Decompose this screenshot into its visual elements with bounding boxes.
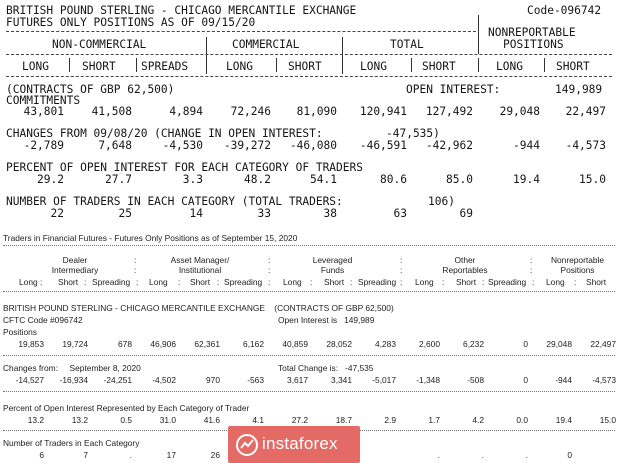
column-divider bbox=[206, 37, 207, 74]
open-interest-value: 149,989 bbox=[555, 83, 603, 96]
separator: : bbox=[532, 277, 535, 287]
changes-cell: -42,962 bbox=[425, 139, 473, 152]
separator: : bbox=[530, 255, 533, 265]
separator: : bbox=[178, 277, 181, 287]
group-other-sub: Reportables bbox=[442, 265, 488, 275]
changes-cell: 7,648 bbox=[98, 139, 132, 152]
changes-open-interest: -47,535) bbox=[386, 127, 440, 140]
divider-line bbox=[3, 245, 615, 246]
percent-cell: 54.1 bbox=[310, 173, 337, 186]
percent-cell: 19.4 bbox=[513, 173, 540, 186]
separator: : bbox=[84, 277, 87, 287]
commitments-cell: 22,497 bbox=[565, 105, 606, 118]
col-header: SHORT bbox=[82, 60, 116, 73]
changes-cell: -46,080 bbox=[289, 139, 337, 152]
separator: : bbox=[268, 277, 271, 287]
changes-cell: -4,502 bbox=[152, 375, 176, 385]
open-interest-label: OPEN INTEREST: bbox=[406, 83, 501, 96]
divider-line bbox=[6, 76, 612, 77]
traders-cell: 0 bbox=[567, 450, 572, 460]
tff-changes-label: Changes from: September 8, 2020 bbox=[3, 363, 141, 373]
commitments-cell: 81,090 bbox=[296, 105, 337, 118]
legacy-cot-report bbox=[0, 0, 620, 225]
positions-cell: 22,497 bbox=[590, 339, 616, 349]
separator: : bbox=[400, 255, 403, 265]
traders-cell: 38 bbox=[323, 207, 337, 220]
changes-cell: -39,272 bbox=[223, 139, 271, 152]
traders-cell: 6 bbox=[39, 450, 44, 460]
group-nonreportable-sub: Positions bbox=[560, 265, 595, 275]
group-leveraged: Leveraged bbox=[312, 255, 353, 265]
changes-cell: -14,527 bbox=[15, 375, 44, 385]
positions-cell: 19,724 bbox=[62, 339, 88, 349]
column-divider bbox=[478, 15, 479, 54]
col-header: Spreading bbox=[488, 277, 527, 287]
separator: : bbox=[268, 255, 271, 265]
divider-line bbox=[6, 54, 612, 55]
col-header: SHORT bbox=[422, 60, 456, 73]
percent-label: PERCENT OF OPEN INTEREST FOR EACH CATEGORY OF TRADERS bbox=[6, 161, 363, 174]
traders-cell: . bbox=[481, 450, 484, 460]
group-noncommercial: NON-COMMERCIAL bbox=[52, 38, 147, 51]
percent-cell: 15.0 bbox=[579, 173, 606, 186]
separator: : bbox=[530, 265, 533, 275]
commitments-cell: 29,048 bbox=[499, 105, 540, 118]
col-header: Short bbox=[190, 277, 211, 287]
percent-cell: 13.2 bbox=[27, 415, 44, 425]
col-header: LONG bbox=[496, 60, 523, 73]
col-header: LONG bbox=[226, 60, 253, 73]
group-nonreportable-sub: POSITIONS bbox=[503, 38, 564, 51]
percent-cell: 13.2 bbox=[71, 415, 88, 425]
changes-cell: -24,251 bbox=[103, 375, 132, 385]
changes-cell: -4,530 bbox=[162, 139, 203, 152]
traders-cell: 17 bbox=[166, 450, 176, 460]
percent-cell: 1.7 bbox=[428, 415, 440, 425]
traders-cell: 33 bbox=[257, 207, 271, 220]
col-header: Long bbox=[149, 277, 168, 287]
separator: : bbox=[134, 255, 137, 265]
separator: : bbox=[217, 277, 220, 287]
percent-cell: 19.4 bbox=[555, 415, 572, 425]
changes-label: CHANGES FROM 09/08/20 (CHANGE IN OPEN INTEREST: bbox=[6, 127, 323, 140]
report-title: BRITISH POUND STERLING - CHICAGO MERCANTILE EXCHANGE bbox=[6, 4, 357, 17]
separator: : bbox=[268, 265, 271, 275]
percent-cell: 31.0 bbox=[159, 415, 176, 425]
percent-cell: 0.0 bbox=[516, 415, 528, 425]
traders-total: 106) bbox=[428, 195, 455, 208]
changes-cell: -508 bbox=[467, 375, 484, 385]
percent-cell: 27.2 bbox=[291, 415, 308, 425]
positions-cell: 40,859 bbox=[282, 339, 308, 349]
changes-cell: -4,573 bbox=[565, 139, 606, 152]
col-header: Long bbox=[546, 277, 565, 287]
positions-cell: 19,853 bbox=[18, 339, 44, 349]
traders-cell: 22 bbox=[50, 207, 64, 220]
col-header: Short bbox=[456, 277, 477, 287]
divider-line bbox=[3, 355, 615, 356]
group-total: TOTAL bbox=[390, 38, 424, 51]
group-nonreportable: Nonreportable bbox=[550, 255, 605, 265]
percent-cell: 27.7 bbox=[105, 173, 132, 186]
col-header: Short bbox=[324, 277, 345, 287]
group-asset-manager-sub: Institutional bbox=[178, 265, 222, 275]
positions-cell: 6,232 bbox=[463, 339, 484, 349]
column-divider bbox=[478, 58, 479, 72]
positions-cell: 2,600 bbox=[419, 339, 440, 349]
col-header: SHORT bbox=[556, 60, 590, 73]
changes-cell: -4,573 bbox=[592, 375, 616, 385]
positions-cell: 46,906 bbox=[150, 339, 176, 349]
traders-cell: 14 bbox=[189, 207, 203, 220]
positions-cell: 6,162 bbox=[243, 339, 264, 349]
exchange-line: BRITISH POUND STERLING - CHICAGO MERCANTILE EXCHANGE (CONTRACTS OF GBP 62,500) bbox=[3, 303, 394, 313]
divider-line bbox=[3, 391, 615, 392]
column-divider bbox=[544, 58, 545, 72]
instaforex-logo-icon bbox=[236, 434, 258, 456]
percent-cell: 15.0 bbox=[599, 415, 616, 425]
col-header: SHORT bbox=[288, 60, 322, 73]
commitments-cell: 72,246 bbox=[230, 105, 271, 118]
percent-cell: 0.5 bbox=[120, 415, 132, 425]
group-dealer-sub: Intermediary bbox=[51, 265, 99, 275]
positions-label: Positions bbox=[3, 327, 37, 337]
percent-cell: 2.9 bbox=[384, 415, 396, 425]
instaforex-logo-text: instaforex bbox=[262, 434, 338, 453]
separator: : bbox=[40, 277, 43, 287]
separator: : bbox=[350, 277, 353, 287]
traders-cell: . bbox=[525, 450, 528, 460]
changes-cell: 970 bbox=[206, 375, 220, 385]
traders-cell: 7 bbox=[83, 450, 88, 460]
changes-cell: -944 bbox=[555, 375, 572, 385]
col-header: Long bbox=[283, 277, 302, 287]
commitments-cell: 41,508 bbox=[91, 105, 132, 118]
percent-cell: 80.6 bbox=[380, 173, 407, 186]
divider-line bbox=[6, 31, 476, 32]
separator: : bbox=[400, 265, 403, 275]
percent-cell: 3.3 bbox=[182, 173, 203, 186]
changes-cell: 3,341 bbox=[331, 375, 352, 385]
separator: : bbox=[400, 277, 403, 287]
commitments-cell: 43,801 bbox=[23, 105, 64, 118]
changes-cell: -16,934 bbox=[59, 375, 88, 385]
changes-cell: -5,017 bbox=[372, 375, 396, 385]
tff-open-interest: Open Interest is 149,989 bbox=[278, 315, 375, 325]
instaforex-logo bbox=[228, 426, 360, 463]
tff-total-change: Total Change is: -47,535 bbox=[278, 363, 374, 373]
group-nonreportable: NONREPORTABLE bbox=[488, 26, 576, 39]
separator: : bbox=[482, 277, 485, 287]
col-header: Short bbox=[586, 277, 607, 287]
traders-cell: . bbox=[437, 450, 440, 460]
column-divider bbox=[136, 58, 137, 72]
changes-cell: 3,617 bbox=[287, 375, 308, 385]
column-divider bbox=[276, 58, 277, 72]
group-other: Other bbox=[454, 255, 476, 265]
percent-cell: 41.6 bbox=[203, 415, 220, 425]
divider-line bbox=[3, 291, 615, 292]
column-divider bbox=[69, 58, 70, 72]
commitments-cell: 127,492 bbox=[425, 105, 473, 118]
group-asset-manager: Asset Manager/ bbox=[170, 255, 230, 265]
changes-cell: -46,591 bbox=[359, 139, 407, 152]
col-header: Spreading bbox=[92, 277, 131, 287]
positions-cell: 62,361 bbox=[194, 339, 220, 349]
tff-percent-label: Percent of Open Interest Represented by Each Category of Trader bbox=[3, 403, 250, 413]
commitments-label: COMMITMENTS bbox=[6, 94, 81, 107]
separator: : bbox=[136, 277, 139, 287]
group-leveraged-sub: Funds bbox=[320, 265, 345, 275]
changes-cell: -944 bbox=[513, 139, 540, 152]
traders-cell: 63 bbox=[393, 207, 407, 220]
separator: : bbox=[310, 277, 313, 287]
traders-label: NUMBER OF TRADERS IN EACH CATEGORY (TOTAL TRADERS: bbox=[6, 195, 343, 208]
group-commercial: COMMERCIAL bbox=[232, 38, 300, 51]
separator: : bbox=[442, 277, 445, 287]
changes-cell: -2,789 bbox=[23, 139, 64, 152]
percent-cell: 4.1 bbox=[252, 415, 264, 425]
col-header: Long bbox=[19, 277, 38, 287]
col-header: SPREADS bbox=[141, 60, 189, 73]
separator: : bbox=[574, 277, 577, 287]
tff-traders-label: Number of Traders in Each Category bbox=[3, 438, 140, 448]
col-header: Spreading bbox=[224, 277, 263, 287]
col-header: LONG bbox=[22, 60, 49, 73]
positions-cell: 678 bbox=[118, 339, 132, 349]
changes-cell: 0 bbox=[523, 375, 528, 385]
cftc-code: CFTC Code #096742 bbox=[3, 315, 83, 325]
traders-cell: 69 bbox=[459, 207, 473, 220]
changes-cell: -1,348 bbox=[416, 375, 440, 385]
positions-cell: 0 bbox=[523, 339, 528, 349]
percent-cell: 29.2 bbox=[37, 173, 64, 186]
report-code: Code-096742 bbox=[527, 4, 602, 17]
percent-cell: 18.7 bbox=[335, 415, 352, 425]
col-header: Short bbox=[58, 277, 79, 287]
col-header: LONG bbox=[360, 60, 387, 73]
positions-cell: 29,048 bbox=[546, 339, 572, 349]
percent-cell: 85.0 bbox=[446, 173, 473, 186]
percent-cell: 4.2 bbox=[472, 415, 484, 425]
traders-cell: . bbox=[129, 450, 132, 460]
group-dealer: Dealer bbox=[62, 255, 88, 265]
positions-cell: 28,052 bbox=[326, 339, 352, 349]
commitments-cell: 4,894 bbox=[169, 105, 203, 118]
changes-cell: -563 bbox=[247, 375, 264, 385]
traders-cell: 26 bbox=[210, 450, 220, 460]
contracts-label: (CONTRACTS OF GBP 62,500) bbox=[6, 83, 175, 96]
commitments-cell: 120,941 bbox=[359, 105, 407, 118]
col-header: Spreading bbox=[358, 277, 397, 287]
separator: : bbox=[134, 265, 137, 275]
column-divider bbox=[411, 58, 412, 72]
positions-cell: 4,283 bbox=[375, 339, 396, 349]
report-subtitle: FUTURES ONLY POSITIONS AS OF 09/15/20 bbox=[6, 16, 256, 29]
percent-cell: 48.2 bbox=[244, 173, 271, 186]
col-header: Long bbox=[415, 277, 434, 287]
traders-cell: 25 bbox=[118, 207, 132, 220]
tff-heading: Traders in Financial Futures - Futures Only Positions as of September 15, 2020 bbox=[3, 233, 298, 243]
column-divider bbox=[342, 37, 343, 74]
